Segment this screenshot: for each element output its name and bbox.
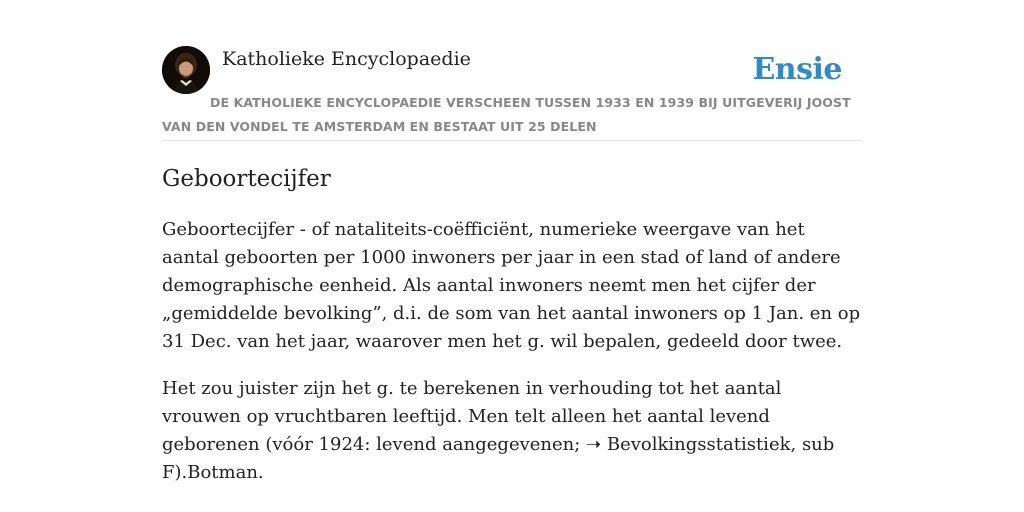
site-header: [162, 46, 862, 141]
site-title[interactable]: Katholieke Encyclopaedie: [222, 48, 471, 70]
article-paragraph: Geboortecijfer - of nataliteits-coëfficiënt, numerieke weergave van het aantal geboorten per 1000 inwoners per jaar in een stad of land of andere demographische eenheid. Als aantal inwoners neemt men het cijfer der „gemiddelde bevolking”, d.i. de som van het aantal inwoners op 1 Jan. en op 31 Dec. van het jaar, waarover men het g. wil bepalen, gedeeld door twee.: [162, 219, 861, 352]
portrait-avatar-icon[interactable]: [162, 46, 210, 94]
portrait-image: [162, 46, 210, 94]
article-paragraph: Het zou juister zijn het g. te berekenen in verhouding tot het aantal vrouwen op vruchtbaren leeftijd. Men telt alleen het aantal levend geborenen (vóór 1924: levend aangegevenen; ➝ Bevolkingsstatistiek, sub F).Botman.: [162, 378, 835, 483]
page-title: Geboortecijfer: [162, 166, 331, 192]
brand-logo[interactable]: Ensie: [752, 52, 842, 87]
article-body: [162, 216, 862, 506]
encyclopedia-description: DE KATHOLIEKE ENCYCLOPAEDIE VERSCHEEN TUSSEN 1933 EN 1939 BIJ UITGEVERIJ JOOST VAN DEN VONDEL TE AMSTERDAM EN BESTAAT UIT 25 DELEN: [162, 95, 851, 134]
